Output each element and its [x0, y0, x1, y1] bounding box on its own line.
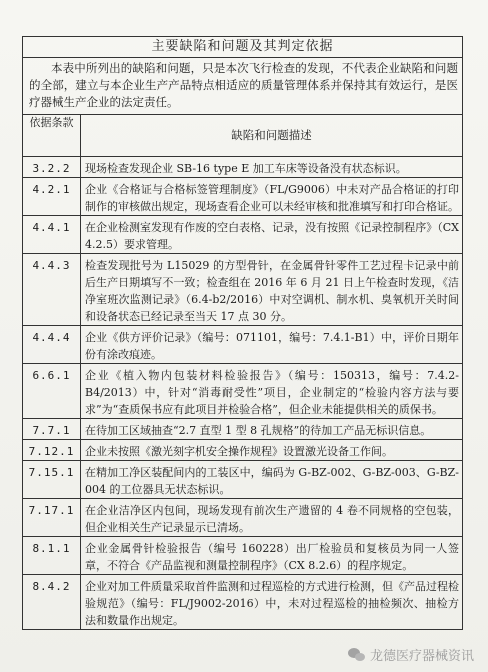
wechat-icon [348, 648, 366, 662]
basis-cell: 8.1.1 [23, 537, 81, 575]
table-row [23, 575, 463, 630]
description-cell: 企业《供方评价记录》（编号：071101，编号：7.4.1-B1）中，评价日期年份有涂改痕迹。 [81, 326, 463, 364]
basis-cell: 4.4.1 [23, 216, 81, 254]
basis-cell: 4.4.4 [23, 326, 81, 364]
description-cell: 在精加工净区装配间内的工装区中，编码为 G-BZ-002、G-BZ-003、G-BZ-004 的工位器具无状态标识。 [81, 461, 463, 499]
table-row [23, 440, 463, 461]
table-row [23, 364, 463, 419]
description-cell: 在待加工区域抽查“2.7 直型 1 型 8 孔规格”的待加工产品无标识信息。 [81, 419, 463, 440]
basis-cell: 7.12.1 [23, 440, 81, 461]
table-row [23, 216, 463, 254]
intro-paragraph: 本表中所列出的缺陷和问题，只是本次飞行检查的发现，不代表企业缺陷和问题的全部，建立与本企业生产产品特点相适应的质量管理体系并保持其有效运行，是医疗器械生产企业的法定责任。 [23, 58, 463, 115]
header-basis: 依据条款 [23, 115, 81, 157]
table-row [23, 499, 463, 537]
description-cell: 在企业检测室发现有作废的空白表格、记录，没有按照《记录控制程序》（CX 4.2.5）要求管理。 [81, 216, 463, 254]
description-cell: 现场检查发现企业 SB-16 type E 加工车床等设备没有状态标识。 [81, 157, 463, 178]
description-cell: 企业《合格证与合格标签管理制度》（FL/G9006）中未对产品合格证的打印制作的审核做出规定，现场查看企业可以未经审核和批准填写和打印合格证。 [81, 178, 463, 216]
watermark [348, 645, 474, 664]
description-cell: 企业对加工件质量采取首件监测和过程巡检的方式进行检测，但《产品过程检验规范》（编号：FL/J9002-2016）中，未对过程巡检的抽检频次、抽检方法和数量作出规定。 [81, 575, 463, 630]
table-row [23, 326, 463, 364]
table-row [23, 537, 463, 575]
basis-cell: 8.4.2 [23, 575, 81, 630]
basis-cell: 6.6.1 [23, 364, 81, 419]
basis-cell: 3.2.2 [23, 157, 81, 178]
basis-cell: 4.2.1 [23, 178, 81, 216]
description-cell: 企业未按照《激光刻字机安全操作规程》设置激光设备工作间。 [81, 440, 463, 461]
basis-cell: 7.7.1 [23, 419, 81, 440]
basis-cell: 7.17.1 [23, 499, 81, 537]
table-row [23, 178, 463, 216]
watermark-text: 龙德医疗器械资讯 [369, 649, 474, 664]
header-desc: 缺陷和问题描述 [81, 115, 463, 157]
title-row [23, 37, 463, 58]
description-cell: 检查发现批号为 L15029 的方型骨针，在金属骨针零件工艺过程卡记录中前后生产日期填写不一致；检查组在 2016 年 6 月 21 日上午检查时发现，《洁净室班次监测记录》（6.4-b2/2016）中对空调机、制水机、臭氧机开关时间和设备状态已经记录至当天 17 点 30 分。 [81, 254, 463, 326]
defects-table [22, 36, 463, 630]
table-title: 主要缺陷和问题及其判定依据 [23, 37, 463, 58]
intro-row [23, 58, 463, 115]
description-cell: 企业《植入物内包装材料检验报告》（编号：150313，编号：7.4.2-B4/2013）中，针对“消毒耐受性”项目，企业制定的“检验内容方法与要求”为“查质保书应有此项目并检验合格”，但企业未能提供相关的质保书。 [81, 364, 463, 419]
table-row [23, 157, 463, 178]
basis-cell: 7.15.1 [23, 461, 81, 499]
table-row [23, 419, 463, 440]
description-cell: 在企业洁净区内包间，现场发现有前次生产遗留的 4 卷不同规格的空包装，但企业相关生产记录显示已清场。 [81, 499, 463, 537]
basis-cell: 4.4.3 [23, 254, 81, 326]
table-row [23, 254, 463, 326]
header-row [23, 115, 463, 157]
description-cell: 企业金属骨针检验报告（编号 160228）出厂检验员和复核员为同一人签章，不符合《产品监视和测量控制程序》（CX 8.2.6）的程序规定。 [81, 537, 463, 575]
table-row [23, 461, 463, 499]
